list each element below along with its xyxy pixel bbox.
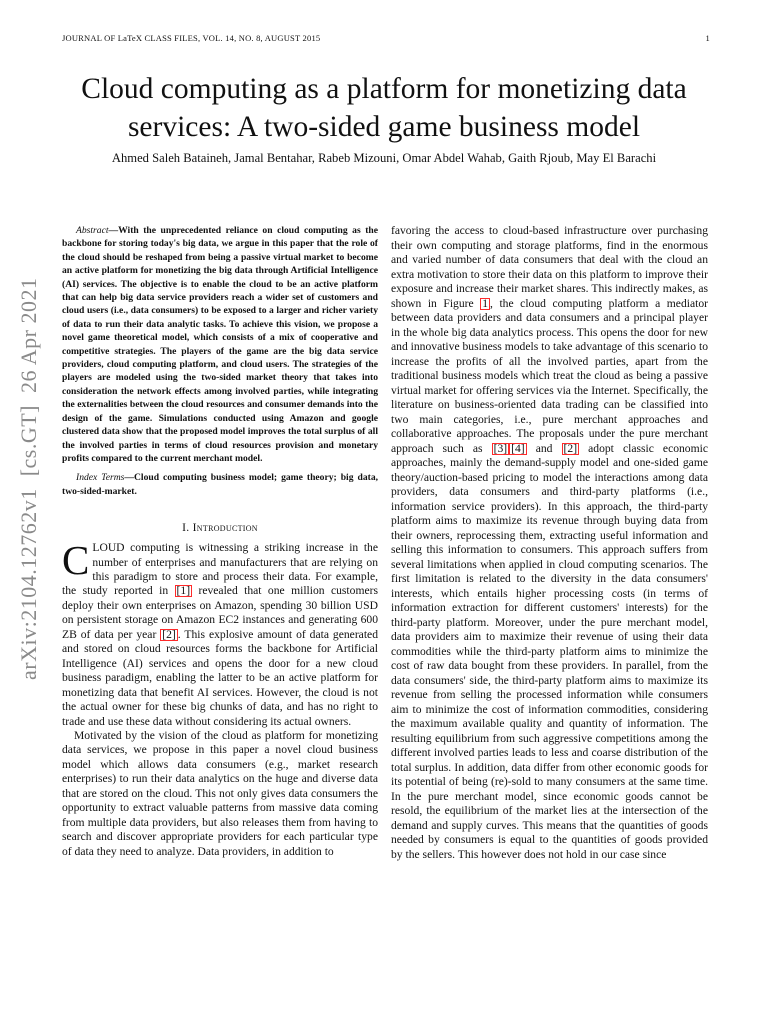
intro-paragraph-2: Motivated by the vision of the cloud as platform for monetizing data services, we propose in this paper a novel cloud business model which allows data consumers (e.g., market research enterprises) to run their data analytics on the huge and diverse data that are stored on the cloud. This not only gives data consumers the opportunity to extract valuable patterns from massive data coming from multiple data providers, but also releases them from having to search and discover appropriate providers for each particular type of data they need to analyze. Data providers, in addition to	[62, 729, 378, 858]
author-list: Ahmed Saleh Bataineh, Jamal Bentahar, Rabeb Mizouni, Omar Abdel Wahab, Gaith Rjoub, May El Barachi	[111, 151, 657, 165]
page-number: 1	[705, 33, 710, 43]
intro-text-a: LOUD computing is witnessing a striking increase in the number of enterprises and manufacturers that are relying on this paradigm to store and process their data. For example, the study reported in	[62, 541, 378, 598]
index-terms	[62, 471, 378, 498]
running-head-text: JOURNAL OF LaTeX CLASS FILES, VOL. 14, NO. 8, AUGUST 2015	[62, 33, 321, 43]
citation-link-4[interactable]: [4]	[511, 441, 525, 455]
citation-link-1[interactable]: [1]	[176, 584, 191, 598]
intro-text-c: . This explosive amount of data generated and stored on cloud resources forms the backbone for Artificial Intelligence (AI) services and opens the door for a new cloud business paradigm, enabling the latter to be an active platform for monetizing data that benefit AI services. However, the cloud is not the actual owner for these big chunks of data, and has no right to trade and use these data without considering its actual owners.	[62, 627, 378, 728]
right-text-d: adopt classic economic approaches, mainly the demand-supply model and one-sided game theory/auction-based pricing to model the interactions among data providers, data consumers and third-party platforms (i.e., information service providers). In this approach, the third-party platform aims to maximize its revenue through buying data from their owners, reprocessing them, extracting useful information and selling this information to consumers. This approach suffers from several limitations when applied in cloud computing scenarios. The first limitation is related to the diversity in the data consumers' interests, which entails higher processing costs (in terms of information extraction for different customers' interests) for the third-party platform. Moreover, under the pure merchant model, data providers aim to maximize their revenue of using their data commodities while the third-party platform aims to minimize the cost of raw data bought from these providers. In parallel, from the data consumers' side, the third-party platform aims to maximize its revenue from selling the processed information while consumers aim to minimize the cost of information commodities, considering the maximum available quality and quantity of information. The resulting equilibrium from such aggressive competitions among the different involved parties leads to less and coarse distribution of the total surplus. In addition, data differ from other economic goods for its potential of being (re)-sold to many consumers at the same time. In the pure merchant model, since economic goods cannot be resold, the equilibrium of the market lies at the intersection of the demand and supply curves. This means that the quantities of goods needed by consumers is equal to the quantities of goods provided by the sellers. This however does not hold in our case since	[391, 441, 708, 861]
index-terms-label: Index Terms	[76, 472, 125, 484]
right-text-c: and	[526, 441, 562, 455]
abstract-text: —With the unprecedented reliance on cloud computing as the backbone for storing today's big data, we argue in this paper that the role of the cloud should be reshaped from being a passive virtual market to become an active platform for monetizing the big data through Artificial Intelligence (AI) services. The objective is to enable the cloud to be an active platform that can help big data service providers reach a wider set of customers and cloud users (i.e., data consumers) to be exposed to a larger and richer variety of data to run their data analytic tasks. To achieve this vision, we propose a novel game theoretical model, which consists of a mix of cooperative and competitive strategies. The players of the game are the big data service providers, cloud computing platform, and cloud users. The strategies of the players are modeled using the two-sided market theory that takes into consideration the network effects among involved parties, while integrating the externalities between the cloud resources and consumer demands into the design of the game. Simulations conducted using Amazon and google clustered data show that the proposed model improves the total surplus of all the involved parties in terms of cloud resources provision and monetary profits compared to the current merchant model.	[62, 225, 378, 464]
running-head	[62, 33, 710, 43]
right-text-a: favoring the access to cloud-based infrastructure over purchasing their own computing and storage platforms, find in the enormous and varied number of data consumers that deal with the cloud an extra motivation to store their data on this platform to improve their exposure and increase their market shares. This indirectly makes, as shown in Figure	[391, 224, 708, 310]
intro-text-b: revealed that one million customers deploy their own enterprises on Amazon, spending 30 billion USD on persistent storage on Amazon EC2 instances and generating 600 ZB of data per year	[62, 584, 378, 641]
abstract	[62, 224, 378, 465]
right-text-b: , the cloud computing platform a mediator between data providers and data consumers and a principal player in the whole big data analytics process. This opens the door for new and innovative business models to take advantage of this scenario to increase the profits of all the involved parties, apart from the traditional business models which treat the cloud as being a passive virtual market for offering services via the Internet. Specifically, the literature on business-oriented data trading can be classified into two main categories, i.e., pure merchant approaches and collaborative approaches. The proposals under the pure merchant approach such as	[391, 296, 708, 455]
dropcap: C	[62, 537, 90, 584]
figure-link-1[interactable]: 1	[482, 296, 489, 310]
citation-link-2b[interactable]: [2]	[563, 441, 578, 455]
arxiv-stamp: arXiv:2104.12762v1 [cs.GT] 26 Apr 2021	[16, 277, 41, 680]
left-column	[62, 224, 378, 859]
citation-link-3[interactable]: [3]	[493, 441, 508, 455]
right-paragraph	[391, 224, 708, 862]
index-terms-text: —Cloud computing business model; game theory; big data, two-sided-market.	[62, 472, 379, 497]
right-column	[391, 224, 708, 862]
intro-paragraph-1	[62, 537, 378, 729]
paper-title: Cloud computing as a platform for monetizing data services: A two-sided game business model	[81, 73, 687, 143]
abstract-label: Abstract	[76, 225, 109, 236]
section-heading: I. Introduction	[182, 521, 258, 535]
citation-link-2[interactable]: [2]	[162, 627, 176, 641]
